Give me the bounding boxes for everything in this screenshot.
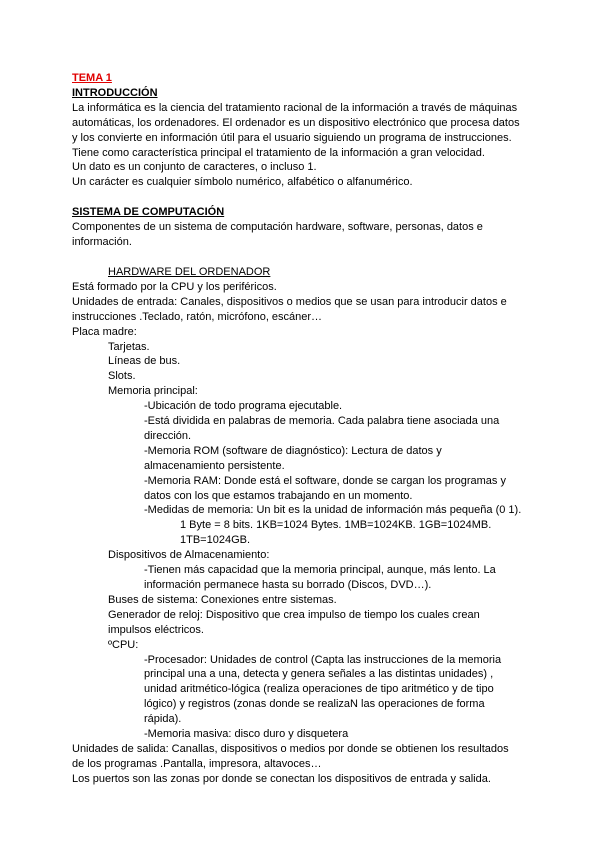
ports-line: Los puertos son las zonas por donde se conectan los dispositivos de entrada y salida.: [72, 772, 491, 785]
placa-madre-label: Placa madre:: [72, 325, 137, 338]
storage-detail: -Tienen más capacidad que la memoria principal, aunque, más lento. La: [144, 564, 496, 577]
sistema-heading: SISTEMA DE COMPUTACIÓN: [72, 206, 225, 219]
cpu-detail: unidad aritmético-lógica (realiza operaciones de tipo aritmético y de tipo: [144, 683, 494, 696]
hardware-heading: HARDWARE DEL ORDENADOR: [108, 265, 271, 278]
memory-detail: -Memoria ROM (software de diagnóstico): Lectura de datos y: [144, 444, 442, 457]
intro-line: automáticas, los ordenadores. El ordenador es un dispositivo electrónico que procesa datos: [72, 116, 520, 129]
list-item: Tarjetas.: [108, 340, 150, 353]
intro-heading: INTRODUCCIÓN: [72, 86, 158, 99]
memory-detail: 1TB=1024GB.: [180, 534, 251, 547]
intro-line: Tiene como característica principal el tratamiento de la información a gran velocidad.: [72, 146, 485, 159]
memory-detail: 1 Byte = 8 bits. 1KB=1024 Bytes. 1MB=1024KB. 1GB=1024MB.: [180, 519, 492, 532]
cpu-detail: -Procesador: Unidades de control (Capta las instrucciones de la memoria: [144, 653, 502, 666]
document-page: [72, 71, 532, 787]
memory-detail: -Ubicación de todo programa ejecutable.: [144, 400, 343, 413]
memory-detail: datos con los que estamos trabajando en un momento.: [144, 489, 413, 502]
sistema-line: Componentes de un sistema de computación hardware, software, personas, datos e: [72, 221, 483, 234]
memory-detail: almacenamiento persistente.: [144, 459, 285, 472]
sistema-line: información.: [72, 236, 132, 249]
hardware-line: Unidades de entrada: Canales, dispositivos o medios que se usan para introducir datos e: [72, 295, 507, 308]
list-item: Slots.: [108, 370, 136, 383]
cpu-detail: rápida).: [144, 713, 182, 726]
intro-line: Un dato es un conjunto de caracteres, o incluso 1.: [72, 161, 317, 174]
storage-detail: información permanece hasta su borrado (Discos, DVD…).: [144, 579, 432, 591]
intro-line: La informática es la ciencia del tratamiento racional de la información a través de máquinas: [72, 101, 518, 114]
intro-line: Un carácter es cualquier símbolo numérico, alfabético o alfanumérico.: [72, 176, 413, 189]
cpu-detail: -Memoria masiva: disco duro y disquetera: [144, 728, 349, 741]
topic-title: TEMA 1: [72, 72, 112, 84]
list-item: Líneas de bus.: [108, 355, 181, 368]
output-line: de los programas .Pantalla, impresora, altavoces…: [72, 757, 322, 770]
memory-detail: dirección.: [144, 429, 192, 442]
memory-detail: -Está dividida en palabras de memoria. Cada palabra tiene asociada una: [144, 415, 500, 428]
cpu-detail: principal una a una, detecta y genera señales a las distintas unidades) ,: [144, 668, 494, 681]
memory-detail: -Medidas de memoria: Un bit es la unidad de información más pequeña (0 1).: [144, 504, 522, 517]
list-item: Buses de sistema: Conexiones entre sistemas.: [108, 593, 337, 606]
intro-line: y los convierte en información útil para el usuario siguiendo un programa de instrucciones.: [72, 131, 512, 144]
hardware-line: Está formado por la CPU y los periféricos.: [72, 280, 277, 293]
hardware-line: instrucciones .Teclado, ratón, micrófono, escáner…: [72, 310, 323, 323]
list-item: ºCPU:: [108, 638, 139, 651]
cpu-detail: lógico) y registros (zonas donde se realizaN las operaciones de forma: [144, 698, 485, 711]
list-item: Dispositivos de Almacenamiento:: [108, 549, 270, 562]
list-item: Generador de reloj: Dispositivo que crea impulso de tiempo los cuales crean: [108, 608, 480, 621]
output-line: Unidades de salida: Canallas, dispositivos o medios por donde se obtienen los resultados: [72, 742, 509, 755]
memory-detail: -Memoria RAM: Donde está el software, donde se cargan los programas y: [144, 474, 506, 487]
list-item: Memoria principal:: [108, 385, 198, 398]
list-item: impulsos eléctricos.: [108, 623, 204, 636]
